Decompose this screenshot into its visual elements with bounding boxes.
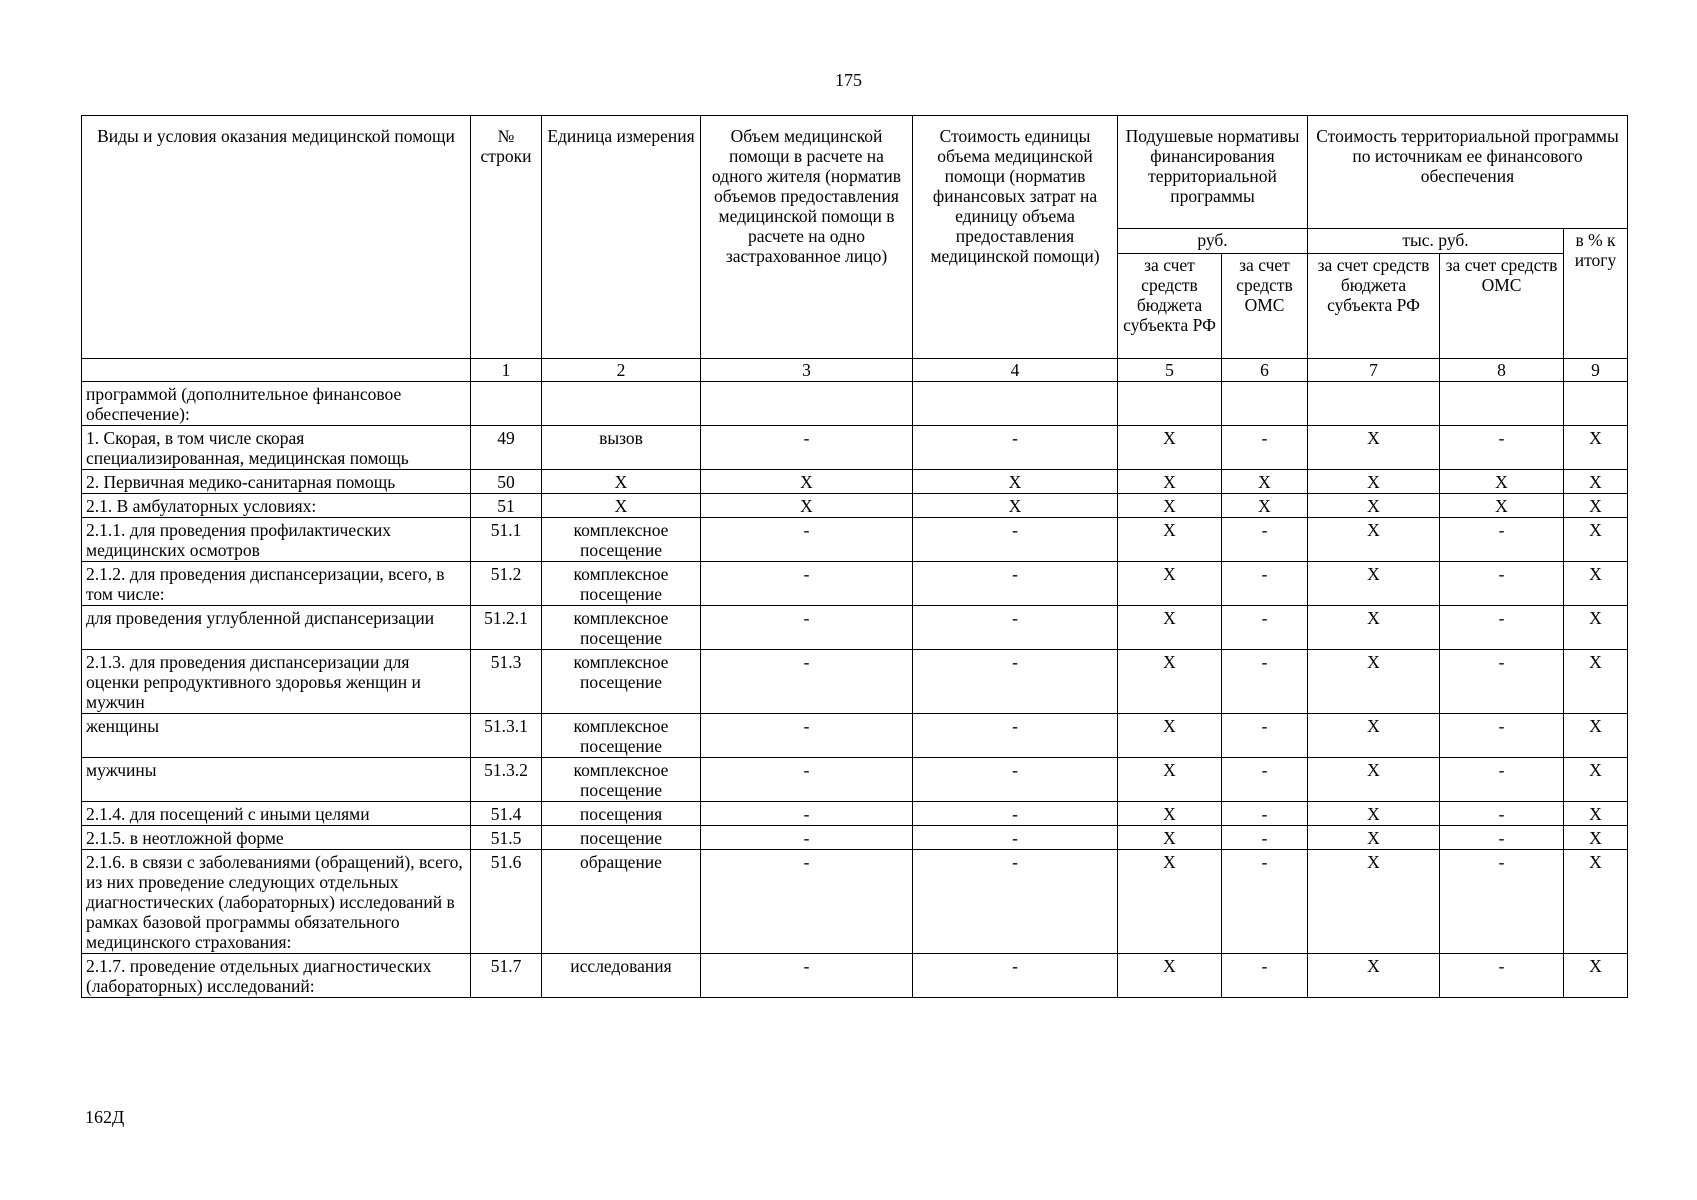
row-unit: X [542, 494, 701, 518]
row-cost-oms [1440, 382, 1564, 426]
column-number: 2 [542, 359, 701, 382]
row-per-capita-oms: - [1222, 758, 1308, 802]
row-per-capita-budget: X [1118, 650, 1222, 714]
row-cost-budget: X [1308, 714, 1440, 758]
row-per-capita-oms: - [1222, 562, 1308, 606]
row-per-capita-oms: - [1222, 954, 1308, 998]
row-volume: - [701, 518, 913, 562]
row-cost-budget: X [1308, 518, 1440, 562]
row-unit: комплексное посещение [542, 714, 701, 758]
row-per-capita-budget: X [1118, 826, 1222, 850]
row-cost-budget: X [1308, 494, 1440, 518]
row-name: 2.1.2. для проведения диспансеризации, всего, в том числе: [82, 562, 471, 606]
table-row [82, 426, 1628, 470]
table-row [82, 494, 1628, 518]
row-per-capita-oms: X [1222, 494, 1308, 518]
row-pct-total: X [1564, 494, 1628, 518]
column-number: 6 [1222, 359, 1308, 382]
row-volume: - [701, 426, 913, 470]
row-number: 51 [471, 494, 542, 518]
table-row [82, 518, 1628, 562]
row-volume: X [701, 470, 913, 494]
row-cost-oms: - [1440, 426, 1564, 470]
column-numbers-row [82, 359, 1628, 382]
row-number: 51.1 [471, 518, 542, 562]
row-per-capita-oms [1222, 382, 1308, 426]
row-cost-oms: X [1440, 470, 1564, 494]
row-number: 51.3.2 [471, 758, 542, 802]
row-per-capita-budget: X [1118, 850, 1222, 954]
row-cost-budget: X [1308, 802, 1440, 826]
row-cost-unit: - [913, 802, 1118, 826]
row-volume: - [701, 562, 913, 606]
row-per-capita-oms: - [1222, 426, 1308, 470]
row-cost-oms: - [1440, 850, 1564, 954]
row-number: 51.4 [471, 802, 542, 826]
row-name: женщины [82, 714, 471, 758]
row-cost-oms: - [1440, 650, 1564, 714]
row-name: 1. Скорая, в том числе скорая специализированная, медицинская помощь [82, 426, 471, 470]
row-cost-budget: X [1308, 826, 1440, 850]
row-name: 2.1.7. проведение отдельных диагностических (лабораторных) исследований: [82, 954, 471, 998]
row-cost-unit: - [913, 850, 1118, 954]
table-row [82, 802, 1628, 826]
row-per-capita-budget: X [1118, 714, 1222, 758]
row-number: 50 [471, 470, 542, 494]
row-volume [701, 382, 913, 426]
row-cost-oms: - [1440, 562, 1564, 606]
row-pct-total: X [1564, 954, 1628, 998]
row-per-capita-budget: X [1118, 758, 1222, 802]
column-number: 5 [1118, 359, 1222, 382]
row-number: 51.7 [471, 954, 542, 998]
row-per-capita-oms: - [1222, 650, 1308, 714]
row-pct-total: X [1564, 826, 1628, 850]
row-per-capita-oms: - [1222, 518, 1308, 562]
row-cost-budget: X [1308, 606, 1440, 650]
table-body [82, 382, 1628, 998]
row-cost-unit: - [913, 650, 1118, 714]
row-name: 2.1.3. для проведения диспансеризации для оценки репродуктивного здоровья женщин и мужчин [82, 650, 471, 714]
page-number: 175 [835, 70, 862, 90]
row-unit: комплексное посещение [542, 758, 701, 802]
row-per-capita-budget: X [1118, 606, 1222, 650]
header-row-no: № строки [471, 116, 542, 359]
column-number: 1 [471, 359, 542, 382]
row-per-capita-budget: X [1118, 562, 1222, 606]
header-budget-rf-7: за счет средств бюджета субъекта РФ [1308, 254, 1440, 359]
row-number: 51.5 [471, 826, 542, 850]
row-cost-unit: X [913, 494, 1118, 518]
table-row [82, 562, 1628, 606]
row-cost-unit: - [913, 714, 1118, 758]
header-program-cost: Стоимость территориальной программы по источникам ее финансового обеспечения [1308, 116, 1628, 229]
row-pct-total [1564, 382, 1628, 426]
row-unit: вызов [542, 426, 701, 470]
row-per-capita-oms: X [1222, 470, 1308, 494]
row-cost-unit: - [913, 954, 1118, 998]
row-cost-oms: - [1440, 606, 1564, 650]
column-number: 9 [1564, 359, 1628, 382]
column-number: 3 [701, 359, 913, 382]
table-row [82, 826, 1628, 850]
row-volume: - [701, 802, 913, 826]
row-cost-budget: X [1308, 650, 1440, 714]
row-name: для проведения углубленной диспансеризации [82, 606, 471, 650]
row-cost-unit: X [913, 470, 1118, 494]
header-cost-unit: Стоимость единицы объема медицинской помощи (норматив финансовых затрат на единицу объема предоставления медицинской помощи) [913, 116, 1118, 359]
table-row [82, 382, 1628, 426]
header-kind: Виды и условия оказания медицинской помощи [82, 116, 471, 359]
row-pct-total: X [1564, 518, 1628, 562]
column-number: 8 [1440, 359, 1564, 382]
row-cost-budget: X [1308, 426, 1440, 470]
row-pct-total: X [1564, 850, 1628, 954]
row-unit [542, 382, 701, 426]
table-header [82, 116, 1628, 382]
row-per-capita-budget: X [1118, 954, 1222, 998]
table-row [82, 954, 1628, 998]
row-number: 51.3 [471, 650, 542, 714]
row-name: мужчины [82, 758, 471, 802]
row-per-capita-budget: X [1118, 518, 1222, 562]
row-volume: - [701, 850, 913, 954]
row-unit: обращение [542, 850, 701, 954]
row-volume: - [701, 758, 913, 802]
row-cost-unit: - [913, 758, 1118, 802]
row-cost-budget: X [1308, 758, 1440, 802]
table-row [82, 714, 1628, 758]
table-row [82, 470, 1628, 494]
row-volume: X [701, 494, 913, 518]
column-number [82, 359, 471, 382]
row-pct-total: X [1564, 562, 1628, 606]
row-name: 2.1.5. в неотложной форме [82, 826, 471, 850]
table-row [82, 758, 1628, 802]
row-cost-oms: - [1440, 954, 1564, 998]
row-volume: - [701, 954, 913, 998]
row-cost-budget [1308, 382, 1440, 426]
row-number [471, 382, 542, 426]
table-row [82, 606, 1628, 650]
row-unit: посещение [542, 826, 701, 850]
row-pct-total: X [1564, 470, 1628, 494]
row-name: 2.1.6. в связи с заболеваниями (обращений), всего, из них проведение следующих отдельных диагностических (лабораторных) исследований в рамках базовой программы обязательного медицинского страхования: [82, 850, 471, 954]
header-budget-rf-5: за счет средств бюджета субъекта РФ [1118, 254, 1222, 359]
row-volume: - [701, 826, 913, 850]
row-cost-unit: - [913, 606, 1118, 650]
row-name: 2.1.1. для проведения профилактических медицинских осмотров [82, 518, 471, 562]
row-unit: комплексное посещение [542, 518, 701, 562]
row-unit: комплексное посещение [542, 606, 701, 650]
row-unit: посещения [542, 802, 701, 826]
footer-code: 162Д [85, 1107, 125, 1127]
row-cost-oms: - [1440, 802, 1564, 826]
row-name: 2.1.4. для посещений с иными целями [82, 802, 471, 826]
row-number: 49 [471, 426, 542, 470]
row-name: 2.1. В амбулаторных условиях: [82, 494, 471, 518]
row-cost-oms: - [1440, 758, 1564, 802]
row-cost-unit: - [913, 562, 1118, 606]
row-unit: комплексное посещение [542, 650, 701, 714]
header-oms-6: за счет средств ОМС [1222, 254, 1308, 359]
row-name: программой (дополнительное финансовое обеспечение): [82, 382, 471, 426]
row-cost-budget: X [1308, 850, 1440, 954]
row-number: 51.2 [471, 562, 542, 606]
row-cost-unit [913, 382, 1118, 426]
row-cost-budget: X [1308, 954, 1440, 998]
row-unit: исследования [542, 954, 701, 998]
row-number: 51.3.1 [471, 714, 542, 758]
row-per-capita-budget: X [1118, 470, 1222, 494]
row-cost-oms: - [1440, 714, 1564, 758]
table-row [82, 650, 1628, 714]
row-pct-total: X [1564, 802, 1628, 826]
row-per-capita-budget: X [1118, 802, 1222, 826]
row-volume: - [701, 650, 913, 714]
header-volume: Объем медицинской помощи в расчете на одного жителя (норматив объемов предоставления медицинской помощи в расчете на одно застрахованное лицо) [701, 116, 913, 359]
row-cost-budget: X [1308, 470, 1440, 494]
row-pct-total: X [1564, 426, 1628, 470]
row-volume: - [701, 606, 913, 650]
row-per-capita-budget [1118, 382, 1222, 426]
row-pct-total: X [1564, 714, 1628, 758]
row-cost-oms: - [1440, 826, 1564, 850]
row-pct-total: X [1564, 758, 1628, 802]
row-cost-unit: - [913, 826, 1118, 850]
row-name: 2. Первичная медико-санитарная помощь [82, 470, 471, 494]
header-unit: Единица измерения [542, 116, 701, 359]
column-number: 7 [1308, 359, 1440, 382]
row-cost-oms: X [1440, 494, 1564, 518]
row-per-capita-oms: - [1222, 606, 1308, 650]
row-per-capita-budget: X [1118, 426, 1222, 470]
header-per-capita: Подушевые нормативы финансирования территориальной программы [1118, 116, 1308, 229]
table-row [82, 850, 1628, 954]
column-number: 4 [913, 359, 1118, 382]
row-unit: X [542, 470, 701, 494]
row-pct-total: X [1564, 650, 1628, 714]
header-thous-rub: тыс. руб. [1308, 229, 1564, 254]
financing-table [81, 115, 1628, 998]
row-pct-total: X [1564, 606, 1628, 650]
row-per-capita-oms: - [1222, 714, 1308, 758]
row-number: 51.2.1 [471, 606, 542, 650]
header-oms-8: за счет средств ОМС [1440, 254, 1564, 359]
row-cost-oms: - [1440, 518, 1564, 562]
row-per-capita-oms: - [1222, 826, 1308, 850]
row-volume: - [701, 714, 913, 758]
row-per-capita-oms: - [1222, 850, 1308, 954]
row-per-capita-oms: - [1222, 802, 1308, 826]
row-cost-unit: - [913, 518, 1118, 562]
row-cost-unit: - [913, 426, 1118, 470]
header-pct-total: в % к итогу [1564, 229, 1628, 359]
row-per-capita-budget: X [1118, 494, 1222, 518]
row-cost-budget: X [1308, 562, 1440, 606]
row-number: 51.6 [471, 850, 542, 954]
row-unit: комплексное посещение [542, 562, 701, 606]
header-rub: руб. [1118, 229, 1308, 254]
